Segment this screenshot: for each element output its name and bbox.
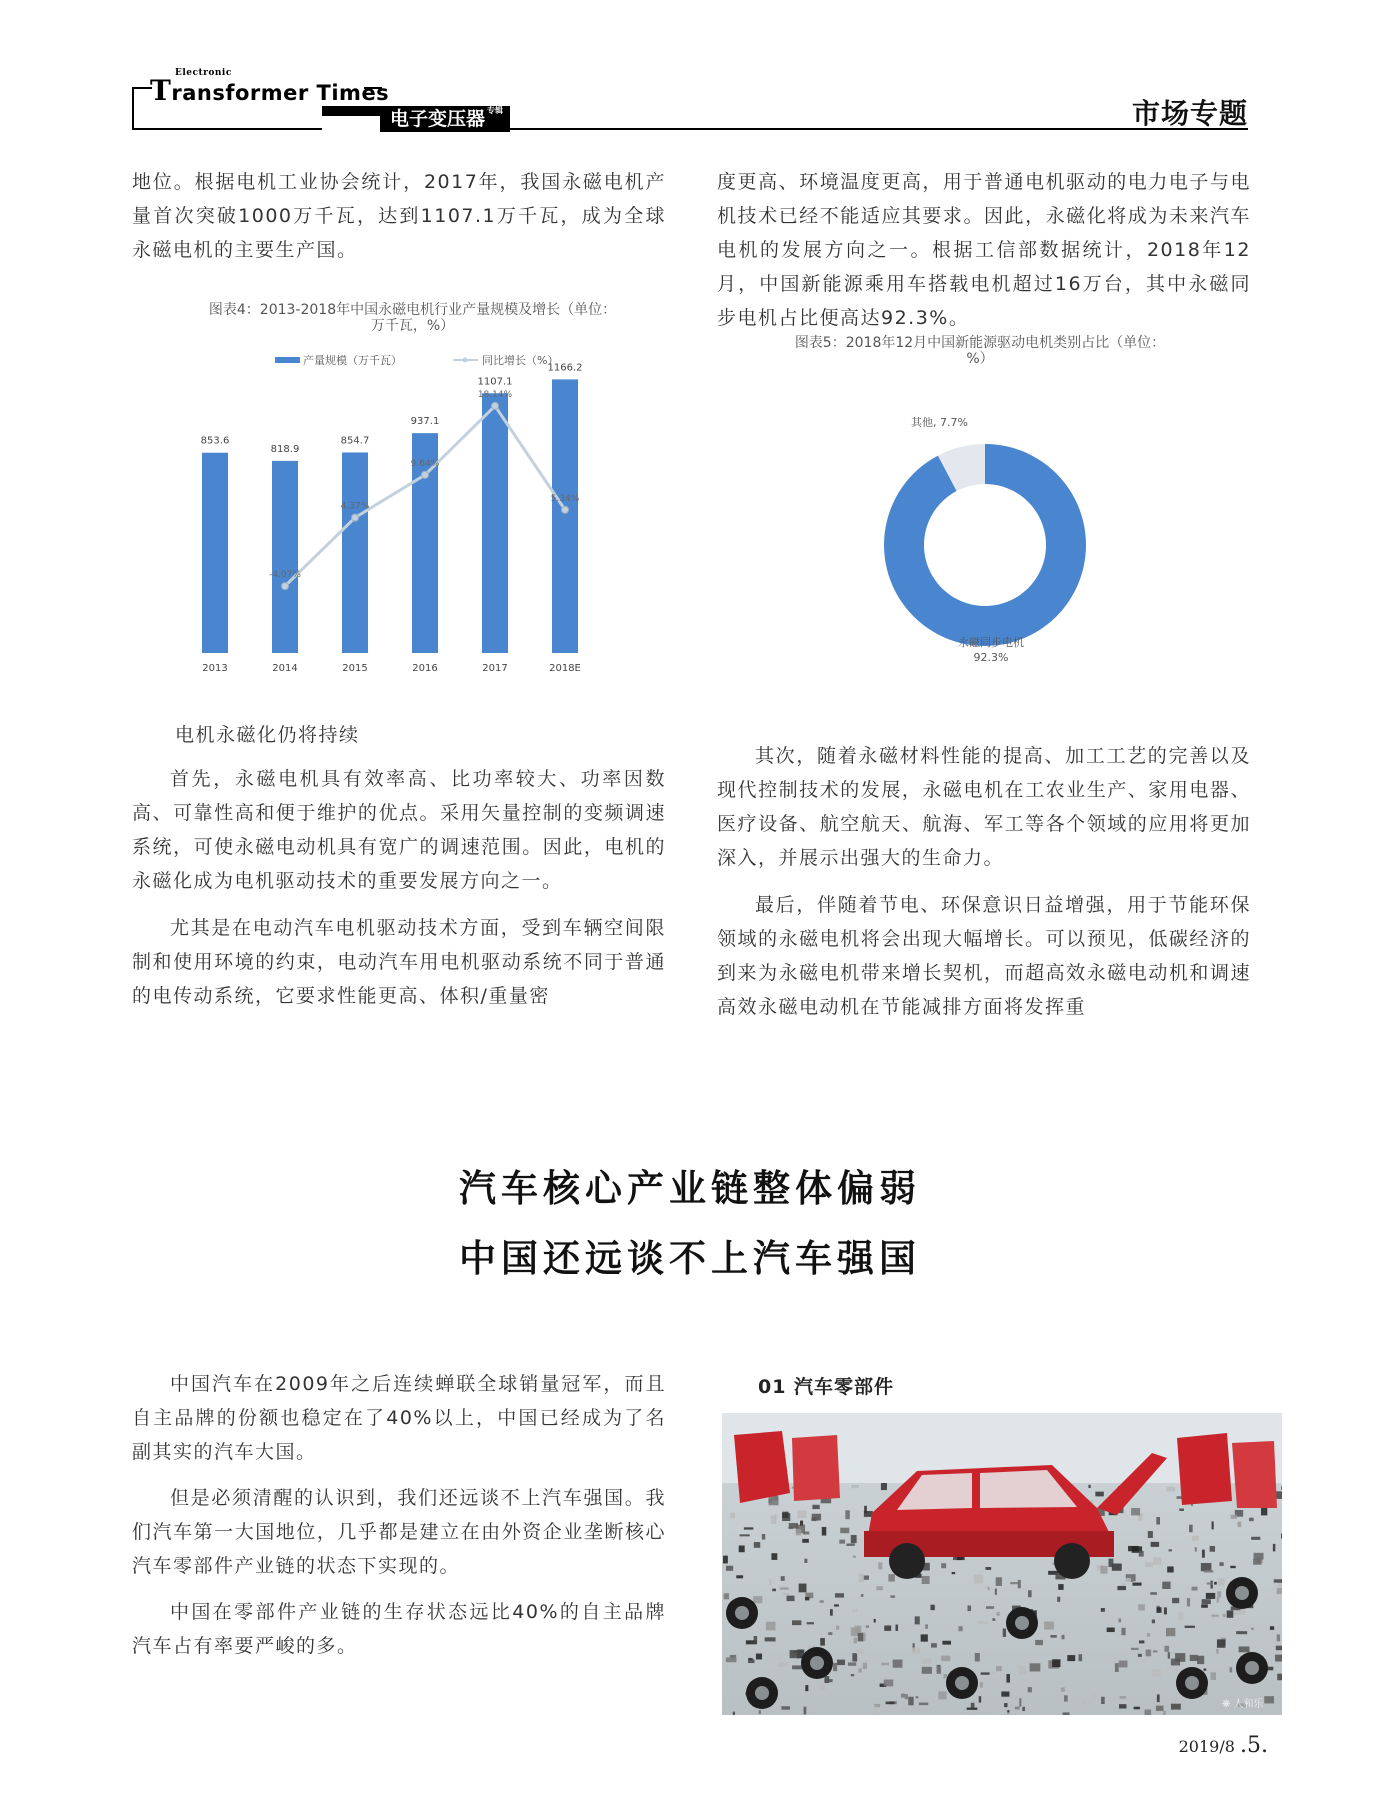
x-tick-label: 2016 — [412, 663, 438, 674]
top-right-paragraph: 度更高、环境温度更高，用于普通电机驱动的电力电子与电机技术已经不能适应其要求。因此，永磁化将成为未来汽车电机的发展方向之一。根据工信部数据统计，2018年12月，中国新能源乘用车搭载电机超过16万台，其中永磁同步电机占比便高达92.3%。 — [717, 171, 1251, 329]
legend-line-dot — [463, 358, 468, 363]
issue-label: 2019/8 — [1178, 1737, 1235, 1756]
top-left-paragraph: 地位。根据电机工业协会统计，2017年，我国永磁电机产量首次突破1000万千瓦，达到1107.1万千瓦，成为全球永磁电机的主要生产国。 — [132, 171, 666, 261]
chart-5 — [785, 330, 1185, 670]
header-rule-vertical — [132, 87, 134, 129]
photo-watermark: ❋ 人和乐 — [1222, 1699, 1264, 1710]
bar-value-label: 1107.1 — [477, 376, 513, 388]
x-tick-label: 2014 — [272, 663, 298, 674]
logo-black-bar — [322, 106, 380, 116]
chart-5-svg — [785, 330, 1185, 670]
bar-2013 — [202, 453, 228, 653]
pie-value-pmsm: 92.3% — [973, 651, 1009, 664]
header-rule-bottom — [132, 128, 322, 130]
growth-point — [422, 471, 429, 478]
growth-label: 5.34% — [550, 493, 580, 504]
pie-label-other: 其他, 7.7% — [911, 416, 968, 429]
logo-chinese-text: 电子变压器 — [390, 108, 486, 130]
bar-value-label: 853.6 — [200, 435, 230, 447]
article-headline-2: 中国还远谈不上汽车强国 — [459, 1237, 921, 1280]
left-paragraph-1: 首先，永磁电机具有效率高、比功率较大、功率因数高、可靠性高和便于维护的优点。采用矢量控制的变频调速系统，可使永磁电动机具有宽广的调速范围。因此，电机的永磁化成为电机驱动技术的重要发展方向之一。 — [132, 768, 666, 892]
article-paragraph-2: 但是必须清醒的认识到，我们还远谈不上汽车强国。我们汽车第一大国地位，几乎都是建立在由外资企业垄断核心汽车零部件产业链的状态下实现的。 — [132, 1487, 666, 1577]
bar-2017 — [482, 393, 508, 653]
legend-bar-swatch — [275, 357, 300, 363]
section-subhead: 电机永磁化仍将持续 — [175, 724, 360, 746]
left-paragraph-2: 尤其是在电动汽车电机驱动技术方面，受到车辆空间限制和使用环境的约束，电动汽车用电机驱动系统不同于普通的电传动系统，它要求性能更高、体积/重量密 — [132, 917, 666, 1007]
growth-point — [282, 583, 289, 590]
growth-label: 9.64% — [410, 458, 440, 469]
x-tick-label: 2017 — [482, 663, 508, 674]
x-tick-label: 2018E — [549, 663, 581, 674]
bar-2018E — [552, 379, 578, 653]
car-parts-photo — [722, 1413, 1282, 1715]
chart-4-svg — [185, 298, 640, 688]
photo-caption: 01 汽车零部件 — [758, 1376, 895, 1398]
growth-point — [562, 506, 569, 513]
bar-value-label: 1166.2 — [547, 362, 583, 374]
logo-chinese — [380, 106, 510, 132]
bar-2014 — [272, 461, 298, 653]
article-headline-1: 汽车核心产业链整体偏弱 — [459, 1167, 921, 1210]
bar-2015 — [342, 452, 368, 653]
legend-bar-label: 产量规模（万千瓦） — [303, 354, 402, 367]
logo-chinese-tag: 专辑 — [487, 106, 504, 115]
right-paragraph-2: 最后，伴随着节电、环保意识日益增强，用于节能环保领域的永磁电机将会出现大幅增长。可以预见，低碳经济的到来为永磁电机带来增长契机，而超高效永磁电动机和调速高效永磁电动机在节能减排方面将发挥重 — [717, 894, 1251, 1018]
right-paragraph-1: 其次，随着永磁材料性能的提高、加工工艺的完善以及现代控制技术的发展，永磁电机在工农业生产、家用电器、医疗设备、航空航天、航海、军工等各个领域的应用将更加深入，并展示出强大的生命力。 — [717, 745, 1251, 869]
chart-5-title: 图表5：2018年12月中国新能源驱动电机类别占比（单位：%） — [794, 335, 1166, 367]
page-footer — [1179, 1733, 1268, 1758]
section-title: 市场专题 — [1131, 97, 1248, 130]
growth-label: -4.07% — [269, 570, 301, 581]
logo-main-text — [150, 74, 389, 107]
chart-4-title: 图表4：2013-2018年中国永磁电机行业产量规模及增长（单位：万千瓦，%） — [208, 302, 617, 334]
legend-line-label: 同比增长（%） — [482, 354, 559, 367]
growth-label: 4.37% — [340, 501, 370, 512]
bar-value-label: 854.7 — [340, 435, 370, 447]
growth-point — [492, 402, 499, 409]
page-number: .5. — [1240, 1733, 1268, 1758]
chart-4-legend — [275, 353, 558, 367]
article-paragraph-1: 中国汽车在2009年之后连续蝉联全球销量冠军，而且自主品牌的份额也稳定在了40%以上，中国已经成为了名副其实的汽车大国。 — [132, 1373, 666, 1463]
bar-value-label: 937.1 — [410, 416, 440, 428]
growth-label: 18.14% — [477, 389, 513, 400]
top-right-paragraph-clip — [717, 165, 1251, 331]
header-rule-left — [132, 87, 152, 89]
article-paragraph-3: 中国在零部件产业链的生存状态远比40%的自主品牌汽车占有率要严峻的多。 — [132, 1601, 666, 1657]
pie-label-pmsm: 永磁同步电机 — [958, 636, 1024, 649]
growth-point — [352, 514, 359, 521]
logo-initial: T — [150, 74, 172, 107]
x-tick-label: 2013 — [202, 663, 228, 674]
logo-rest: ransformer Times — [171, 81, 390, 105]
logo-small-text: Electronic — [175, 68, 232, 78]
bar-value-label: 818.9 — [270, 443, 300, 455]
chart-4 — [185, 298, 640, 688]
x-tick-label: 2015 — [342, 663, 368, 674]
